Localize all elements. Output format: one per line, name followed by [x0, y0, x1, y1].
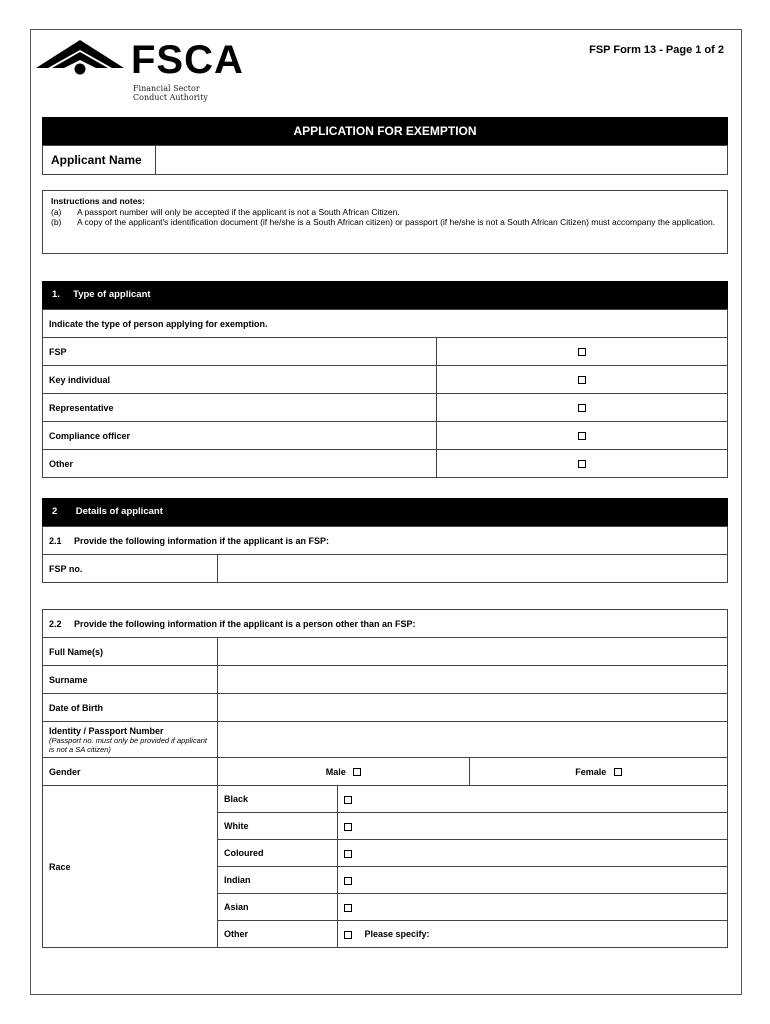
checkbox-representative[interactable]	[578, 404, 586, 412]
checkbox-female[interactable]	[614, 768, 622, 776]
race-option-label: Coloured	[218, 840, 338, 867]
person-details-table	[42, 609, 728, 948]
applicant-name-input[interactable]	[157, 146, 727, 174]
section1-prompt: Indicate the type of person applying for exemption.	[43, 310, 728, 338]
checkbox-other[interactable]	[578, 460, 586, 468]
brand-subtitle: Financial Sector Conduct Authority	[133, 84, 208, 102]
dob-input[interactable]	[218, 694, 728, 722]
checkbox-race-asian[interactable]	[344, 904, 352, 912]
option-label: FSP	[43, 338, 437, 366]
checkbox-race-coloured[interactable]	[344, 850, 352, 858]
fsp-no-input[interactable]	[218, 555, 728, 583]
race-option-label: Black	[218, 786, 338, 813]
applicant-name-row	[42, 145, 728, 175]
checkbox-fsp[interactable]	[578, 348, 586, 356]
race-option-label: Indian	[218, 867, 338, 894]
fsp-details-table	[42, 526, 728, 583]
option-label: Other	[43, 450, 437, 478]
instruction-item: (a) A passport number will only be accepted if the applicant is not a South African Citizen.	[51, 206, 400, 217]
full-name-label: Full Name(s)	[43, 638, 218, 666]
checkbox-race-indian[interactable]	[344, 877, 352, 885]
instruction-item: (b) A copy of the applicant's identification document (if he/she is a South African citizen) or passport (if he/she is not a South African Citizen) must accompany the application.	[51, 217, 716, 227]
race-label: Race	[43, 786, 218, 948]
option-label: Compliance officer	[43, 422, 437, 450]
checkbox-male[interactable]	[353, 768, 361, 776]
type-of-applicant-table	[42, 309, 728, 478]
surname-input[interactable]	[218, 666, 728, 694]
id-passport-label: Identity / Passport Number (Passport no. must only be provided if applicant is not a SA citizen)	[43, 722, 218, 758]
gender-label: Gender	[43, 758, 218, 786]
instructions-heading: Instructions and notes:	[51, 196, 145, 206]
gender-female-cell: Female	[470, 758, 728, 786]
surname-label: Surname	[43, 666, 218, 694]
checkbox-compliance-officer[interactable]	[578, 432, 586, 440]
sub2-label: 2.2 Provide the following information if the applicant is a person other than an FSP:	[43, 610, 728, 638]
full-name-input[interactable]	[218, 638, 728, 666]
fsp-no-label: FSP no.	[43, 555, 218, 583]
form-number: FSP Form 13 - Page 1 of 2	[589, 44, 724, 56]
sub1-label: 2.1 Provide the following information if the applicant is an FSP:	[43, 527, 728, 555]
option-label: Key individual	[43, 366, 437, 394]
gender-male-cell: Male	[218, 758, 470, 786]
checkbox-race-other[interactable]	[344, 931, 352, 939]
dob-label: Date of Birth	[43, 694, 218, 722]
checkbox-key-individual[interactable]	[578, 376, 586, 384]
applicant-name-label: Applicant Name	[43, 146, 156, 174]
checkbox-race-white[interactable]	[344, 823, 352, 831]
please-specify-label: Please specify:	[364, 929, 430, 939]
race-option-label: White	[218, 813, 338, 840]
checkbox-race-black[interactable]	[344, 796, 352, 804]
race-option-label: Other	[218, 921, 338, 948]
form-title: APPLICATION FOR EXEMPTION	[42, 117, 728, 145]
instructions-box	[42, 190, 728, 254]
race-option-label: Asian	[218, 894, 338, 921]
section2-heading: 2 Details of applicant	[42, 498, 728, 526]
section1-heading: 1. Type of applicant	[42, 281, 728, 309]
id-passport-note: (Passport no. must only be provided if applicant is not a SA citizen)	[49, 735, 208, 754]
option-label: Representative	[43, 394, 437, 422]
brand-name: FSCA	[131, 38, 244, 82]
id-passport-input[interactable]	[218, 722, 728, 758]
